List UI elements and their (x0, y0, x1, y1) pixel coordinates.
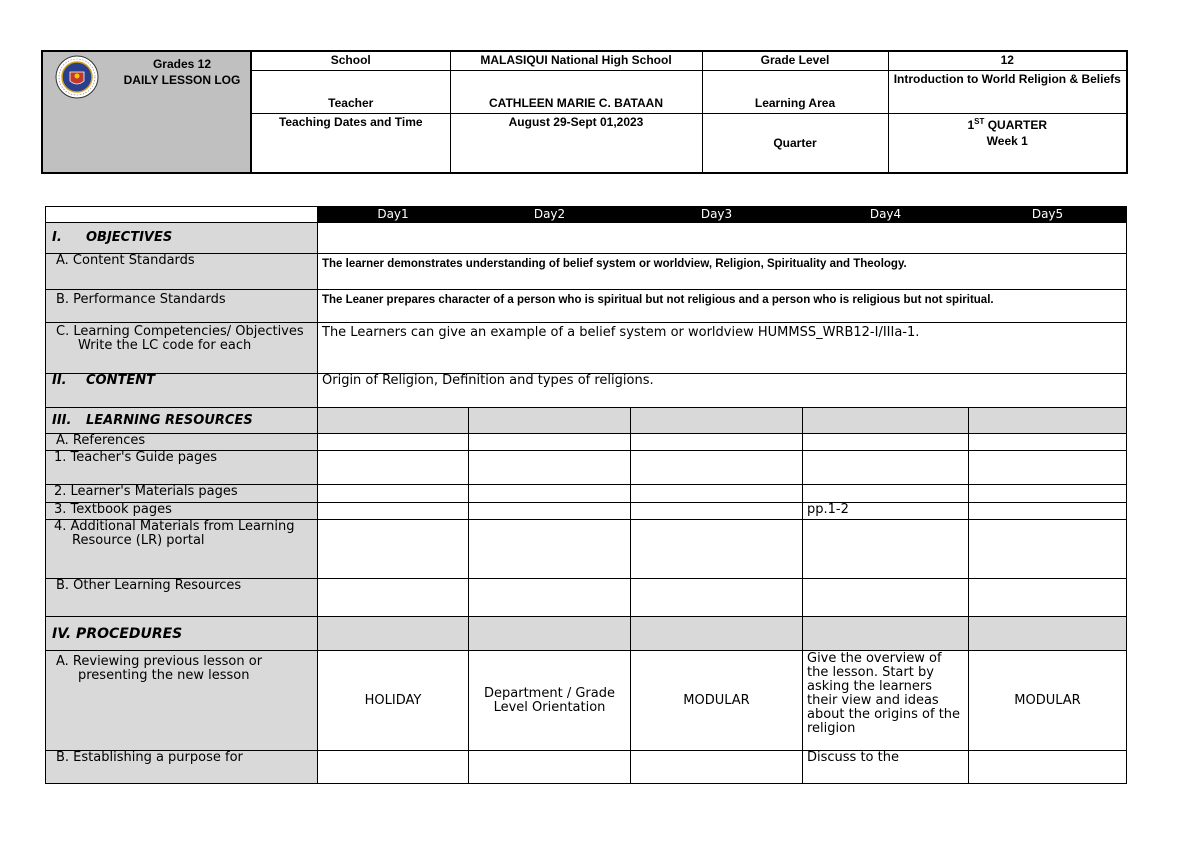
reviewing-lesson-row (46, 651, 1127, 751)
school-value: MALASIQUI National High School (450, 51, 702, 71)
performance-standards-row (46, 290, 1127, 323)
competencies-value: The Learners can give an example of a belief system or worldview HUMMSS_WRB12-I/IIIa-1. (318, 323, 1127, 374)
reviewing-day2: Department / Grade Level Orientation (469, 651, 631, 751)
learners-materials-row (46, 485, 1127, 503)
content-standards-label: A. Content Standards (46, 254, 318, 290)
teaching-dates-label: Teaching Dates and Time (251, 114, 450, 174)
competencies-row (46, 323, 1127, 374)
content-value: Origin of Religion, Definition and types of religions. (318, 374, 1127, 408)
content-standards-value: The learner demonstrates understanding of belief system or worldview, Religion, Spirituality and Theology. (318, 254, 1127, 290)
objectives-heading: I. OBJECTIVES (46, 223, 318, 254)
performance-standards-label: B. Performance Standards (46, 290, 318, 323)
week-value: Week 1 (986, 134, 1028, 148)
quarter-word: QUARTER (984, 118, 1048, 132)
grade-level-label: Grade Level (702, 51, 888, 71)
learning-area-label: Learning Area (702, 71, 888, 114)
day-header: Day5 (969, 207, 1127, 223)
additional-materials-label: 4. Additional Materials from Learning Resource (LR) portal (46, 520, 318, 579)
procedures-row (46, 617, 1127, 651)
competencies-note: Write the LC code for each (78, 338, 252, 353)
school-label: School (251, 51, 450, 71)
content-standards-row (46, 254, 1127, 290)
learning-resources-row (46, 408, 1127, 434)
references-label: A. References (46, 434, 318, 451)
logo-cell (42, 51, 251, 173)
objectives-row (46, 223, 1127, 254)
references-row (46, 434, 1127, 451)
competencies-label: C. Learning Competencies/ Objectives Write the LC code for each (46, 323, 318, 374)
teachers-guide-row (46, 451, 1127, 485)
reviewing-day4: Give the overview of the lesson. Start by asking the learners their view and ideas about the origins of the religion (803, 651, 969, 751)
reviewing-lesson-label: A. Reviewing previous lesson or presenting the new lesson (46, 651, 318, 751)
grades-label: Grades 12 (152, 57, 212, 71)
teachers-guide-label: 1. Teacher's Guide pages (46, 451, 318, 485)
teacher-value: CATHLEEN MARIE C. BATAAN (450, 71, 702, 114)
establishing-purpose-label: B. Establishing a purpose for (46, 751, 318, 784)
learning-resources-heading: III. LEARNING RESOURCES (46, 408, 318, 434)
header-table (41, 50, 1128, 174)
day-header: Day1 (318, 207, 469, 223)
establishing-purpose-day4: Discuss to the (803, 751, 969, 784)
daily-lesson-log-title: DAILY LESSON LOG (123, 73, 241, 87)
day-header: Day4 (803, 207, 969, 223)
quarter-label: Quarter (702, 114, 888, 174)
learning-area-value: Introduction to World Religion & Beliefs (888, 71, 1127, 114)
establishing-purpose-row (46, 751, 1127, 784)
textbook-row (46, 503, 1127, 520)
other-resources-row (46, 579, 1127, 617)
other-resources-label: B. Other Learning Resources (46, 579, 318, 617)
reviewing-day3: MODULAR (631, 651, 803, 751)
content-row (46, 374, 1127, 408)
textbook-label: 3. Textbook pages (46, 503, 318, 520)
quarter-value (888, 114, 1127, 174)
quarter-suffix: ST (974, 117, 985, 126)
deped-seal-icon (55, 55, 99, 99)
procedures-heading: IV. PROCEDURES (46, 617, 318, 651)
lesson-log-table (45, 206, 1127, 784)
teaching-dates-value: August 29-Sept 01,2023 (450, 114, 702, 174)
days-header-row (46, 207, 1127, 223)
additional-materials-row (46, 520, 1127, 579)
grade-level-value: 12 (888, 51, 1127, 71)
learners-materials-label: 2. Learner's Materials pages (46, 485, 318, 503)
textbook-day4-pages: pp.1-2 (803, 503, 969, 520)
day-header: Day3 (631, 207, 803, 223)
quarter-number: 1 (967, 118, 975, 132)
day-header: Day2 (469, 207, 631, 223)
content-heading: II. CONTENT (46, 374, 318, 408)
teacher-label: Teacher (251, 71, 450, 114)
performance-standards-value: The Leaner prepares character of a person who is spiritual but not religious and a person who is religious but not spiritual. (318, 290, 1127, 323)
reviewing-day5: MODULAR (969, 651, 1127, 751)
reviewing-day1: HOLIDAY (318, 651, 469, 751)
